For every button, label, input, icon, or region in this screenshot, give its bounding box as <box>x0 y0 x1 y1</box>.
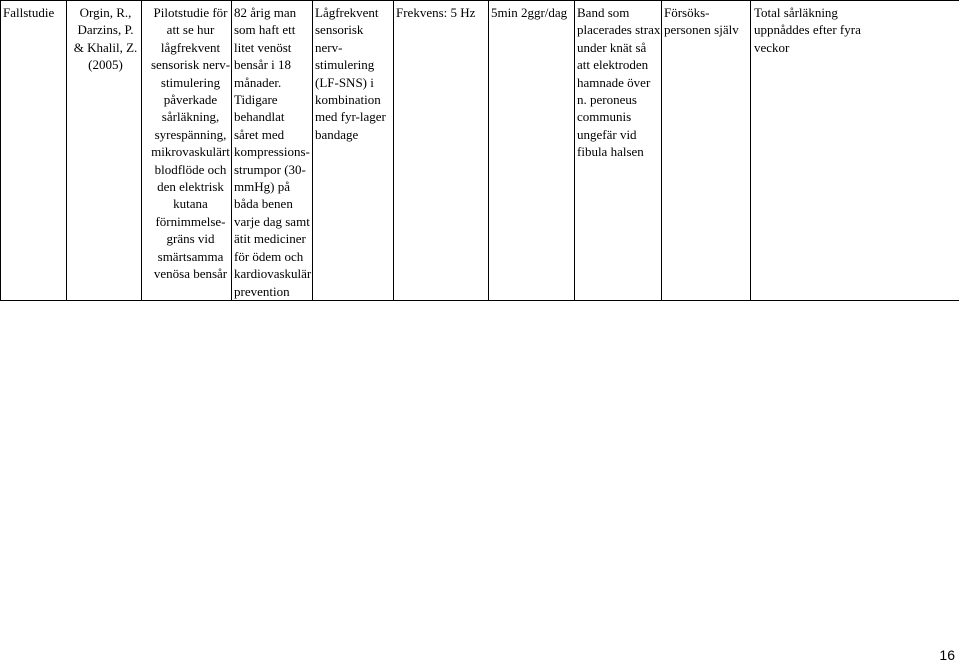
subject-cell <box>232 1 313 301</box>
duration-text: 5min 2ggr/dag <box>491 5 568 20</box>
treatment-text: Lågfrekvent sensorisk nerv- stimulering (LF-SNS) i kombination med fyr-lager bandage <box>315 5 386 142</box>
study-table <box>0 0 959 301</box>
author-cell <box>67 1 142 301</box>
frequency-text: Frekvens: 5 Hz <box>396 5 476 20</box>
purpose-cell <box>142 1 232 301</box>
study-type-cell <box>1 1 67 301</box>
placement-cell <box>575 1 662 301</box>
purpose-text: Pilotstudie för att se hur lågfrekvent sensorisk nerv- stimulering påverkade sårläkning, syrespänning, mikrovaskulärt blodflöde och den elektrisk kutana förnimmelse- gräns vid smärtsamma venösa bensår <box>150 5 231 282</box>
placement-text: Band som placerades strax under knät så att elektroden hamnade över n. peroneus communis ungefär vid fibula halsen <box>577 5 661 160</box>
subject-text: 82 årig man som haft ett litet venöst bensår i 18 månader. Tidigare behandlat såret med kompressions- strumpor (30- mmHg) på båda benen varje dag samt ätit mediciner för ödem och kardiovaskulär prevention <box>234 5 312 299</box>
administered-by-text: Försöks- personen själv <box>664 5 739 38</box>
treatment-cell <box>313 1 394 301</box>
result-text: Total sårläkning uppnåddes efter fyra veckor <box>754 5 861 55</box>
frequency-cell <box>394 1 489 301</box>
result-cell <box>751 1 959 301</box>
administered-by-cell <box>662 1 751 301</box>
table-row <box>1 1 959 301</box>
author-text: Orgin, R., Darzins, P. & Khalil, Z. (2005) <box>73 5 138 73</box>
page-number: 16 <box>939 647 955 663</box>
duration-cell <box>489 1 575 301</box>
study-type-text: Fallstudie <box>3 5 55 20</box>
